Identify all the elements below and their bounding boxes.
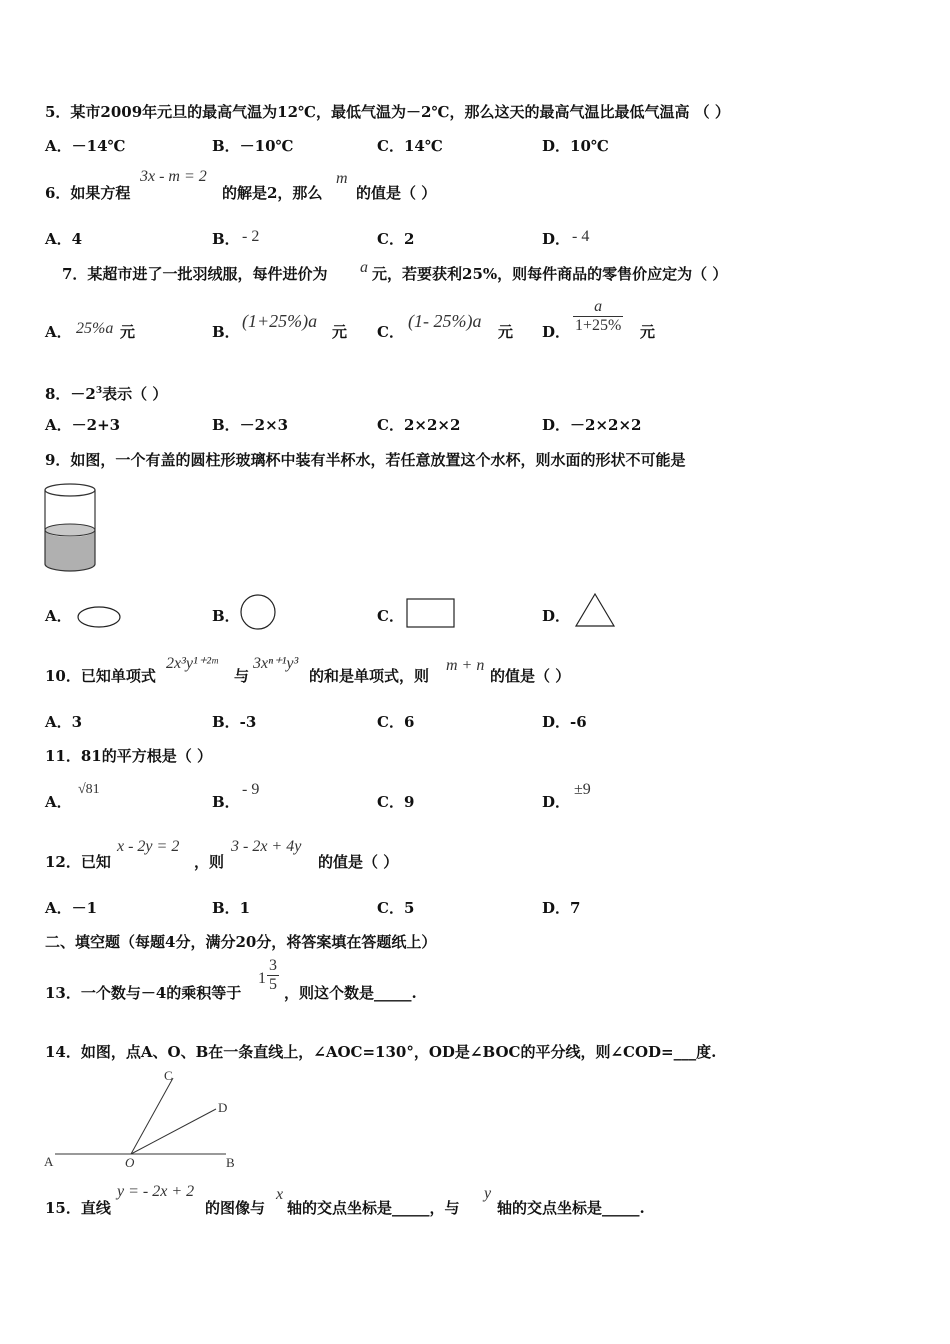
q10-joiner: 与 <box>234 667 250 685</box>
q7-option-a: A． <box>45 323 72 341</box>
q15-yvar: y <box>484 1185 492 1202</box>
q15-middle1: 的图像与 <box>205 1199 266 1217</box>
q11-option-b: B． <box>212 793 240 811</box>
angle-figure <box>40 1068 240 1173</box>
q8-option-d: D．－2×2×2 <box>542 416 642 434</box>
q11-stem: 11．81的平方根是（ ） <box>45 747 212 765</box>
triangle-icon <box>575 593 617 629</box>
q7-fraction-numerator: a <box>573 298 623 317</box>
q11-option-b-value: - 9 <box>242 781 260 798</box>
point-b-label: B <box>226 1155 235 1170</box>
q7-option-d: D． <box>542 323 571 341</box>
ellipse-icon <box>77 605 123 629</box>
q7-option-a-value: 25%a <box>76 320 114 337</box>
q15-middle2: 轴的交点坐标是_____，与 <box>287 1199 460 1217</box>
q10-option-a: A．3 <box>45 713 83 731</box>
q11-option-a-value: √81 <box>78 782 100 797</box>
q8-option-c: C．2×2×2 <box>377 416 461 434</box>
q15-equation: y = - 2x + 2 <box>117 1183 195 1200</box>
q12-prefix: 12．已知 <box>45 853 111 871</box>
q6-option-b-value: - 2 <box>242 228 260 245</box>
q12-expr: 3 - 2x + 4y <box>231 838 302 855</box>
q15-xvar: x <box>276 1186 284 1203</box>
q6-option-a: A．4 <box>45 230 83 248</box>
q13-suffix: ，则这个数是_____. <box>284 984 417 1002</box>
q7-option-c-value: (1- 25%)a <box>408 311 482 331</box>
q7-prefix: 7．某超市进了一批羽绒服，每件进价为 <box>62 265 328 283</box>
q10-option-d: D．-6 <box>542 713 587 731</box>
q10-term1: 2x³y¹⁺²ᵐ <box>166 655 218 672</box>
q9-option-b: B． <box>212 607 240 625</box>
q10-expr: m + n <box>446 657 485 674</box>
q12-suffix: 的值是（ ） <box>318 853 399 871</box>
q14-stem: 14．如图，点A、O、B在一条直线上，∠AOC=130°，OD是∠BOC的平分线，则∠COD=___度. <box>45 1043 717 1061</box>
q10-option-c: C．6 <box>377 713 415 731</box>
q11-option-c: C．9 <box>377 793 415 811</box>
q6-option-d: D． <box>542 230 571 248</box>
q7-option-d-fraction <box>573 298 623 335</box>
q8-exponent: 3 <box>95 386 103 396</box>
circle-icon <box>240 594 278 632</box>
q9-option-c: C． <box>377 607 404 625</box>
q13-prefix: 13．一个数与－4的乘积等于 <box>45 984 242 1002</box>
point-a-label: A <box>44 1154 54 1169</box>
q10-suffix: 的值是（ ） <box>490 667 571 685</box>
q12-option-d: D．7 <box>542 899 581 917</box>
q10-middle: 的和是单项式，则 <box>309 667 430 685</box>
q9-option-a: A． <box>45 607 72 625</box>
q8-stem <box>45 381 167 404</box>
q13-whole: 1 <box>258 970 266 987</box>
q7-option-c: C． <box>377 323 404 341</box>
q12-condition: x - 2y = 2 <box>117 838 180 855</box>
q6-var: m <box>336 170 348 187</box>
glass-cup-figure <box>44 482 96 572</box>
q13-fraction-denominator: 5 <box>269 976 277 993</box>
q7-option-a-unit: 元 <box>120 323 136 341</box>
q6-option-d-value: - 4 <box>572 228 590 245</box>
q15-prefix: 15．直线 <box>45 1199 111 1217</box>
q7-var: a <box>360 259 368 276</box>
q12-option-b: B．1 <box>212 899 251 917</box>
q6-middle: 的解是2，那么 <box>222 184 323 202</box>
q13-fraction <box>267 957 279 994</box>
point-o-label: O <box>125 1155 135 1170</box>
q8-prefix: 8．－2 <box>45 385 96 403</box>
q9-option-d: D． <box>542 607 571 625</box>
q6-equation: 3x - m = 2 <box>140 168 207 185</box>
q5-option-c: C．14℃ <box>377 137 443 155</box>
q10-term2: 3xⁿ⁺¹y³ <box>253 655 299 672</box>
q11-option-d-value: ±9 <box>574 781 591 798</box>
q5-option-a: A．－14℃ <box>45 137 126 155</box>
q7-option-b-unit: 元 <box>332 323 348 341</box>
q6-suffix: 的值是（ ） <box>356 184 437 202</box>
q11-option-d: D． <box>542 793 571 811</box>
q12-option-a: A．－1 <box>45 899 98 917</box>
q10-option-b: B．-3 <box>212 713 257 731</box>
point-c-label: C <box>164 1068 173 1083</box>
point-d-label: D <box>218 1100 228 1115</box>
q10-prefix: 10．已知单项式 <box>45 667 156 685</box>
q12-option-c: C．5 <box>377 899 415 917</box>
q6-prefix: 6．如果方程 <box>45 184 131 202</box>
q7-suffix: 元，若要获利25%，则每件商品的零售价应定为（ ） <box>372 265 728 283</box>
q15-suffix: 轴的交点坐标是_____. <box>497 1199 645 1217</box>
q8-option-b: B．－2×3 <box>212 416 289 434</box>
q7-option-b-value: (1+25%)a <box>242 311 318 331</box>
q7-option-d-unit: 元 <box>640 323 656 341</box>
q7-option-b: B． <box>212 323 240 341</box>
q11-option-a: A． <box>45 793 72 811</box>
q12-middle: ，则 <box>194 853 225 871</box>
q6-option-c: C．2 <box>377 230 415 248</box>
q7-option-c-unit: 元 <box>498 323 514 341</box>
q7-fraction-denominator: 1+25% <box>575 317 622 334</box>
q5-stem: 5．某市2009年元旦的最高气温为12℃，最低气温为－2℃，那么这天的最高气温比最低气温高 （ ） <box>45 103 730 121</box>
q8-suffix: 表示（ ） <box>102 385 168 403</box>
rectangle-icon <box>406 598 456 630</box>
q9-stem: 9．如图，一个有盖的圆柱形玻璃杯中装有半杯水，若任意放置这个水杯，则水面的形状不可能是 <box>45 451 686 469</box>
q13-fraction-numerator: 3 <box>269 957 277 974</box>
q5-option-b: B．－10℃ <box>212 137 294 155</box>
q5-option-d: D．10℃ <box>542 137 609 155</box>
section-2-title: 二、填空题（每题4分，满分20分，将答案填在答题纸上） <box>45 933 437 951</box>
q8-option-a: A．－2+3 <box>45 416 121 434</box>
q6-option-b: B． <box>212 230 240 248</box>
